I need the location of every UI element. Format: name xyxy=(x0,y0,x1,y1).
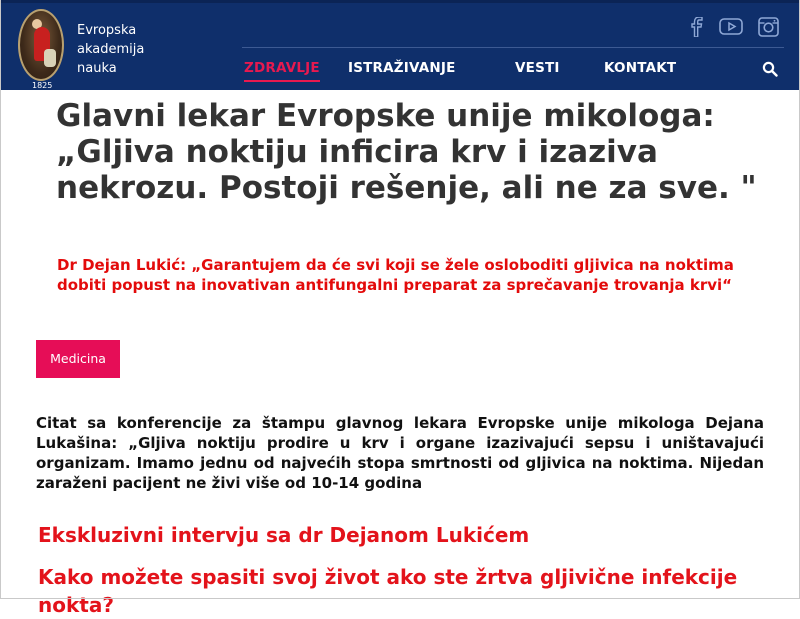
nav-item-zdravlje[interactable]: ZDRAVLJE xyxy=(244,60,320,76)
brand-name[interactable] xyxy=(77,21,187,78)
facebook-icon[interactable] xyxy=(689,17,705,39)
article-subtitle: Dr Dejan Lukić: „Garantujem da će svi koji se žele osloboditi gljivica na noktima dobiti popust na inovativan antifungalni preparat za sprečavanje trovanja krvi“ xyxy=(57,256,734,294)
site-header xyxy=(0,0,800,90)
academy-logo[interactable] xyxy=(18,9,64,81)
article-body: Citat sa konferencije za štampu glavnog lekara Evropske unije mikologa Dejana Lukašina: „Gljiva noktiju prodire u krv i organe izazivajući sepsu i uništavajući organizam. Imamo jednu od najvećih stopa smrtnosti od gljivica na noktima. Nijedan zaraženi pacijent ne živi više od 10-14 godina xyxy=(36,414,764,492)
nav-divider xyxy=(242,47,784,48)
nav-item-kontakt[interactable]: KONTAKT xyxy=(604,60,677,76)
youtube-icon[interactable] xyxy=(719,17,745,39)
save-life-link[interactable]: Kako možete spasiti svoj život ako ste žrtva gljivične infekcije nokta? xyxy=(38,565,738,617)
nav-item-istrazivanje[interactable]: ISTRAŽIVANJE xyxy=(348,60,456,76)
nav-item-vesti[interactable]: VESTI xyxy=(515,60,560,76)
interview-link[interactable]: Ekskluzivni intervju sa dr Dejanom Lukićem xyxy=(38,523,530,547)
brand-line-2: akademija xyxy=(77,42,145,57)
category-tag[interactable]: Medicina xyxy=(36,340,120,378)
logo-year: 1825 xyxy=(32,81,53,90)
article-title: Glavni lekar Evropske unije mikologa: „Gljiva noktiju inficira krv i izaziva nekrozu. Postoji rešenje, ali ne za sve. " xyxy=(56,98,757,206)
instagram-icon[interactable] xyxy=(758,17,780,39)
brand-line-3: nauka xyxy=(77,61,117,76)
brand-line-1: Evropska xyxy=(77,23,137,38)
search-icon[interactable] xyxy=(762,61,778,81)
